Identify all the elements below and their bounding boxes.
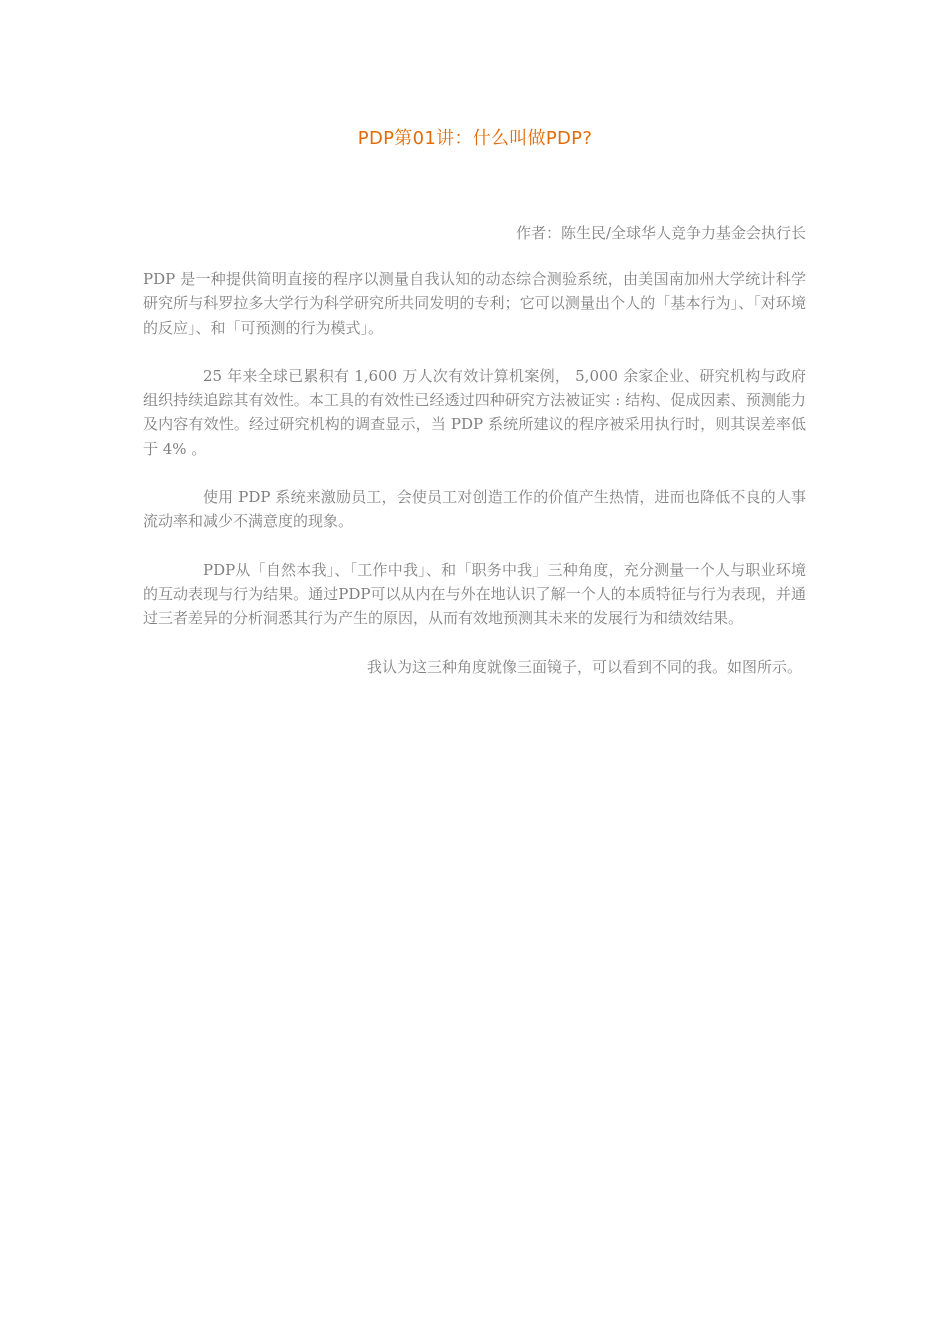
paragraph-motivation: 使用 PDP 系统来激励员工，会使员工对创造工作的价值产生热情，进而也降低不良的人事流动率和减少不满意度的现象。 <box>143 488 806 531</box>
document-title: PDP第01讲：什么叫做PDP? <box>357 128 593 149</box>
document-body <box>143 267 806 679</box>
paragraph-three-perspectives: PDP从「自然本我」、「工作中我」、和「职务中我」三种角度，充分测量一个人与职业环境的互动表现与行为结果。通过PDP可以从内在与外在地认识了解一个人的本质特征与行为表现，并通过三者差异的分析洞悉其行为产生的原因，从而有效地预测其未来的发展行为和绩效结果。 <box>143 560 806 628</box>
closing-line: 我认为这三种角度就像三面镜子，可以看到不同的我。如图所示。 <box>366 657 802 676</box>
author-line: 作者：陈生民/全球华人竞争力基金会执行长 <box>515 224 806 242</box>
paragraph-validity: 25 年来全球已累积有 1,600 万人次有效计算机案例， 5,000 余家企业、研究机构与政府组织持续追踪其有效性。本工具的有效性已经透过四种研究方法被证实 : 结构、促成因素、预测能力及内容有效性。经过研究机构的调查显示，当 PDP 系统所建议的程序被采用执行时，则其误差率低于 4% 。 <box>143 366 806 458</box>
paragraph-intro: PDP 是一种提供简明直接的程序以测量自我认知的动态综合测验系统，由美国南加州大学统计科学研究所与科罗拉多大学行为科学研究所共同发明的专利；它可以测量出个人的「基本行为」、「对环境的反应」、和「可预测的行为模式」。 <box>143 270 806 337</box>
